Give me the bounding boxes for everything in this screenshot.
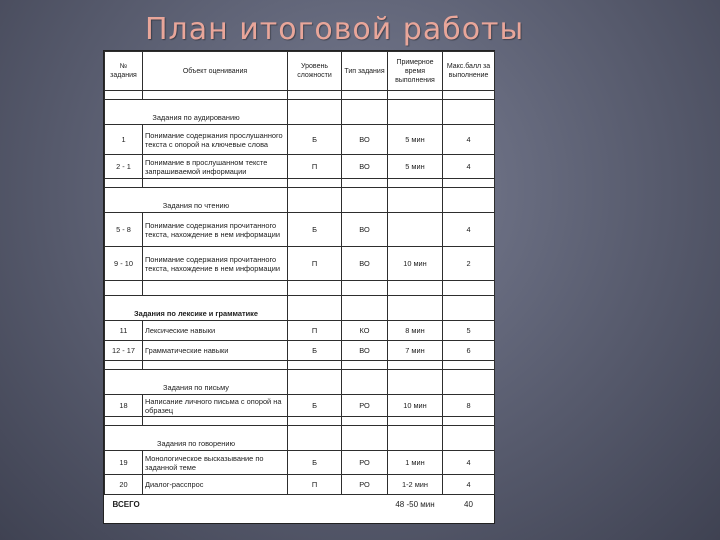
row-level: Б bbox=[288, 341, 342, 361]
spacer-cell bbox=[288, 281, 342, 296]
header-row bbox=[105, 52, 495, 91]
section-empty-cell bbox=[288, 296, 342, 321]
total-score: 40 bbox=[464, 500, 473, 509]
section-empty-cell bbox=[388, 100, 443, 125]
spacer-cell bbox=[342, 91, 388, 100]
spacer-cell bbox=[443, 91, 495, 100]
table-row bbox=[105, 155, 495, 179]
section-empty-cell bbox=[342, 370, 388, 395]
row-number: 2 - 1 bbox=[105, 155, 143, 179]
table-row bbox=[105, 341, 495, 361]
row-time: 5 мин bbox=[388, 155, 443, 179]
section-label: Задания по лексике и грамматике bbox=[105, 296, 288, 321]
spacer-cell bbox=[288, 417, 342, 426]
row-object: Понимание содержания прочитанного текста, нахождение в нем информации bbox=[143, 247, 288, 281]
section-empty-cell bbox=[388, 426, 443, 451]
spacer-cell bbox=[342, 417, 388, 426]
spacer-cell bbox=[388, 281, 443, 296]
row-level: Б bbox=[288, 451, 342, 475]
row-level: П bbox=[288, 247, 342, 281]
spacer-row bbox=[105, 91, 495, 100]
row-type: РО bbox=[342, 475, 388, 495]
row-score: 2 bbox=[443, 247, 495, 281]
section-empty-cell bbox=[388, 188, 443, 213]
row-type: ВО bbox=[342, 155, 388, 179]
row-time: 10 мин bbox=[388, 395, 443, 417]
row-number: 20 bbox=[105, 475, 143, 495]
slide-title: План итоговой работы bbox=[145, 12, 525, 47]
row-number: 12 - 17 bbox=[105, 341, 143, 361]
section-label: Задания по говорению bbox=[105, 426, 288, 451]
section-empty-cell bbox=[443, 100, 495, 125]
table-row bbox=[105, 213, 495, 247]
row-time: 1-2 мин bbox=[388, 475, 443, 495]
section-empty-cell bbox=[342, 100, 388, 125]
section-empty-cell bbox=[443, 370, 495, 395]
spacer-cell bbox=[388, 91, 443, 100]
row-number: 18 bbox=[105, 395, 143, 417]
spacer-cell bbox=[143, 91, 288, 100]
spacer-row bbox=[105, 179, 495, 188]
header-level: Уровень сложности bbox=[288, 52, 342, 91]
row-score: 4 bbox=[443, 475, 495, 495]
spacer-row bbox=[105, 417, 495, 426]
row-type: ВО bbox=[342, 125, 388, 155]
header-time: Примерное время выполнения bbox=[388, 52, 443, 91]
table-row bbox=[105, 451, 495, 475]
header-score: Макс.балл за выполнение bbox=[443, 52, 495, 91]
row-level: П bbox=[288, 155, 342, 179]
section-empty-cell bbox=[288, 100, 342, 125]
row-type: ВО bbox=[342, 341, 388, 361]
row-type: ВО bbox=[342, 213, 388, 247]
row-time: 7 мин bbox=[388, 341, 443, 361]
section-label: Задания по письму bbox=[105, 370, 288, 395]
table-row bbox=[105, 475, 495, 495]
row-object: Монологическое высказывание по заданной теме bbox=[143, 451, 288, 475]
row-number: 19 bbox=[105, 451, 143, 475]
row-type: РО bbox=[342, 395, 388, 417]
total-spacer-2 bbox=[342, 495, 388, 515]
header-num: № задания bbox=[105, 52, 143, 91]
section-empty-cell bbox=[388, 296, 443, 321]
row-score: 4 bbox=[443, 213, 495, 247]
spacer-cell bbox=[288, 91, 342, 100]
total-label: ВСЕГО bbox=[112, 500, 140, 509]
spacer-cell bbox=[288, 361, 342, 370]
row-object: Понимание содержания прослушанного текста с опорой на ключевые слова bbox=[143, 125, 288, 155]
spacer-cell bbox=[105, 417, 143, 426]
spacer-row bbox=[105, 281, 495, 296]
spacer-cell bbox=[288, 179, 342, 188]
spacer-cell bbox=[443, 361, 495, 370]
header-type: Тип задания bbox=[342, 52, 388, 91]
row-score: 8 bbox=[443, 395, 495, 417]
row-score: 5 bbox=[443, 321, 495, 341]
row-time: 5 мин bbox=[388, 125, 443, 155]
row-score: 4 bbox=[443, 451, 495, 475]
section-row bbox=[105, 426, 495, 451]
total-row bbox=[105, 495, 495, 515]
section-empty-cell bbox=[388, 370, 443, 395]
row-time: 8 мин bbox=[388, 321, 443, 341]
section-empty-cell bbox=[443, 426, 495, 451]
row-object: Лексические навыки bbox=[143, 321, 288, 341]
spacer-cell bbox=[342, 361, 388, 370]
spacer-cell bbox=[105, 361, 143, 370]
row-object: Написание личного письма с опорой на образец bbox=[143, 395, 288, 417]
spacer-cell bbox=[443, 281, 495, 296]
table-row bbox=[105, 395, 495, 417]
spacer-cell bbox=[105, 179, 143, 188]
row-score: 6 bbox=[443, 341, 495, 361]
row-level: Б bbox=[288, 125, 342, 155]
header-object: Объект оценивания bbox=[143, 52, 288, 91]
spacer-cell bbox=[388, 179, 443, 188]
section-empty-cell bbox=[288, 188, 342, 213]
row-score: 4 bbox=[443, 125, 495, 155]
row-object: Диалог-расспрос bbox=[143, 475, 288, 495]
row-time: 10 мин bbox=[388, 247, 443, 281]
spacer-cell bbox=[143, 417, 288, 426]
row-object: Понимание в прослушанном тексте запрашиваемой информации bbox=[143, 155, 288, 179]
row-type: КО bbox=[342, 321, 388, 341]
row-level: Б bbox=[288, 395, 342, 417]
section-label: Задания по чтению bbox=[105, 188, 288, 213]
total-time: 48 -50 мин bbox=[395, 500, 435, 509]
spacer-cell bbox=[105, 281, 143, 296]
row-type: РО bbox=[342, 451, 388, 475]
row-number: 11 bbox=[105, 321, 143, 341]
section-row bbox=[105, 100, 495, 125]
row-level: Б bbox=[288, 213, 342, 247]
section-empty-cell bbox=[342, 296, 388, 321]
section-empty-cell bbox=[443, 296, 495, 321]
section-empty-cell bbox=[288, 426, 342, 451]
spacer-cell bbox=[388, 417, 443, 426]
section-empty-cell bbox=[288, 370, 342, 395]
row-object: Понимание содержания прочитанного текста, нахождение в нем информации bbox=[143, 213, 288, 247]
table-body bbox=[105, 91, 495, 495]
spacer-cell bbox=[342, 179, 388, 188]
row-type: ВО bbox=[342, 247, 388, 281]
section-label: Задания по аудированию bbox=[105, 100, 288, 125]
section-empty-cell bbox=[342, 426, 388, 451]
row-number: 5 - 8 bbox=[105, 213, 143, 247]
spacer-cell bbox=[143, 179, 288, 188]
section-row bbox=[105, 370, 495, 395]
row-time bbox=[388, 213, 443, 247]
row-number: 1 bbox=[105, 125, 143, 155]
plan-table bbox=[104, 51, 495, 514]
row-time: 1 мин bbox=[388, 451, 443, 475]
section-row bbox=[105, 188, 495, 213]
plan-table-sheet bbox=[103, 50, 495, 524]
spacer-cell bbox=[143, 361, 288, 370]
table-row bbox=[105, 247, 495, 281]
row-object: Грамматические навыки bbox=[143, 341, 288, 361]
row-level: П bbox=[288, 475, 342, 495]
table-row bbox=[105, 321, 495, 341]
table-row bbox=[105, 125, 495, 155]
spacer-row bbox=[105, 361, 495, 370]
total-spacer-1 bbox=[288, 495, 342, 515]
spacer-cell bbox=[105, 91, 143, 100]
row-number: 9 - 10 bbox=[105, 247, 143, 281]
row-level: П bbox=[288, 321, 342, 341]
row-score: 4 bbox=[443, 155, 495, 179]
section-empty-cell bbox=[342, 188, 388, 213]
spacer-cell bbox=[143, 281, 288, 296]
section-row bbox=[105, 296, 495, 321]
spacer-cell bbox=[388, 361, 443, 370]
spacer-cell bbox=[443, 417, 495, 426]
spacer-cell bbox=[443, 179, 495, 188]
spacer-cell bbox=[342, 281, 388, 296]
section-empty-cell bbox=[443, 188, 495, 213]
